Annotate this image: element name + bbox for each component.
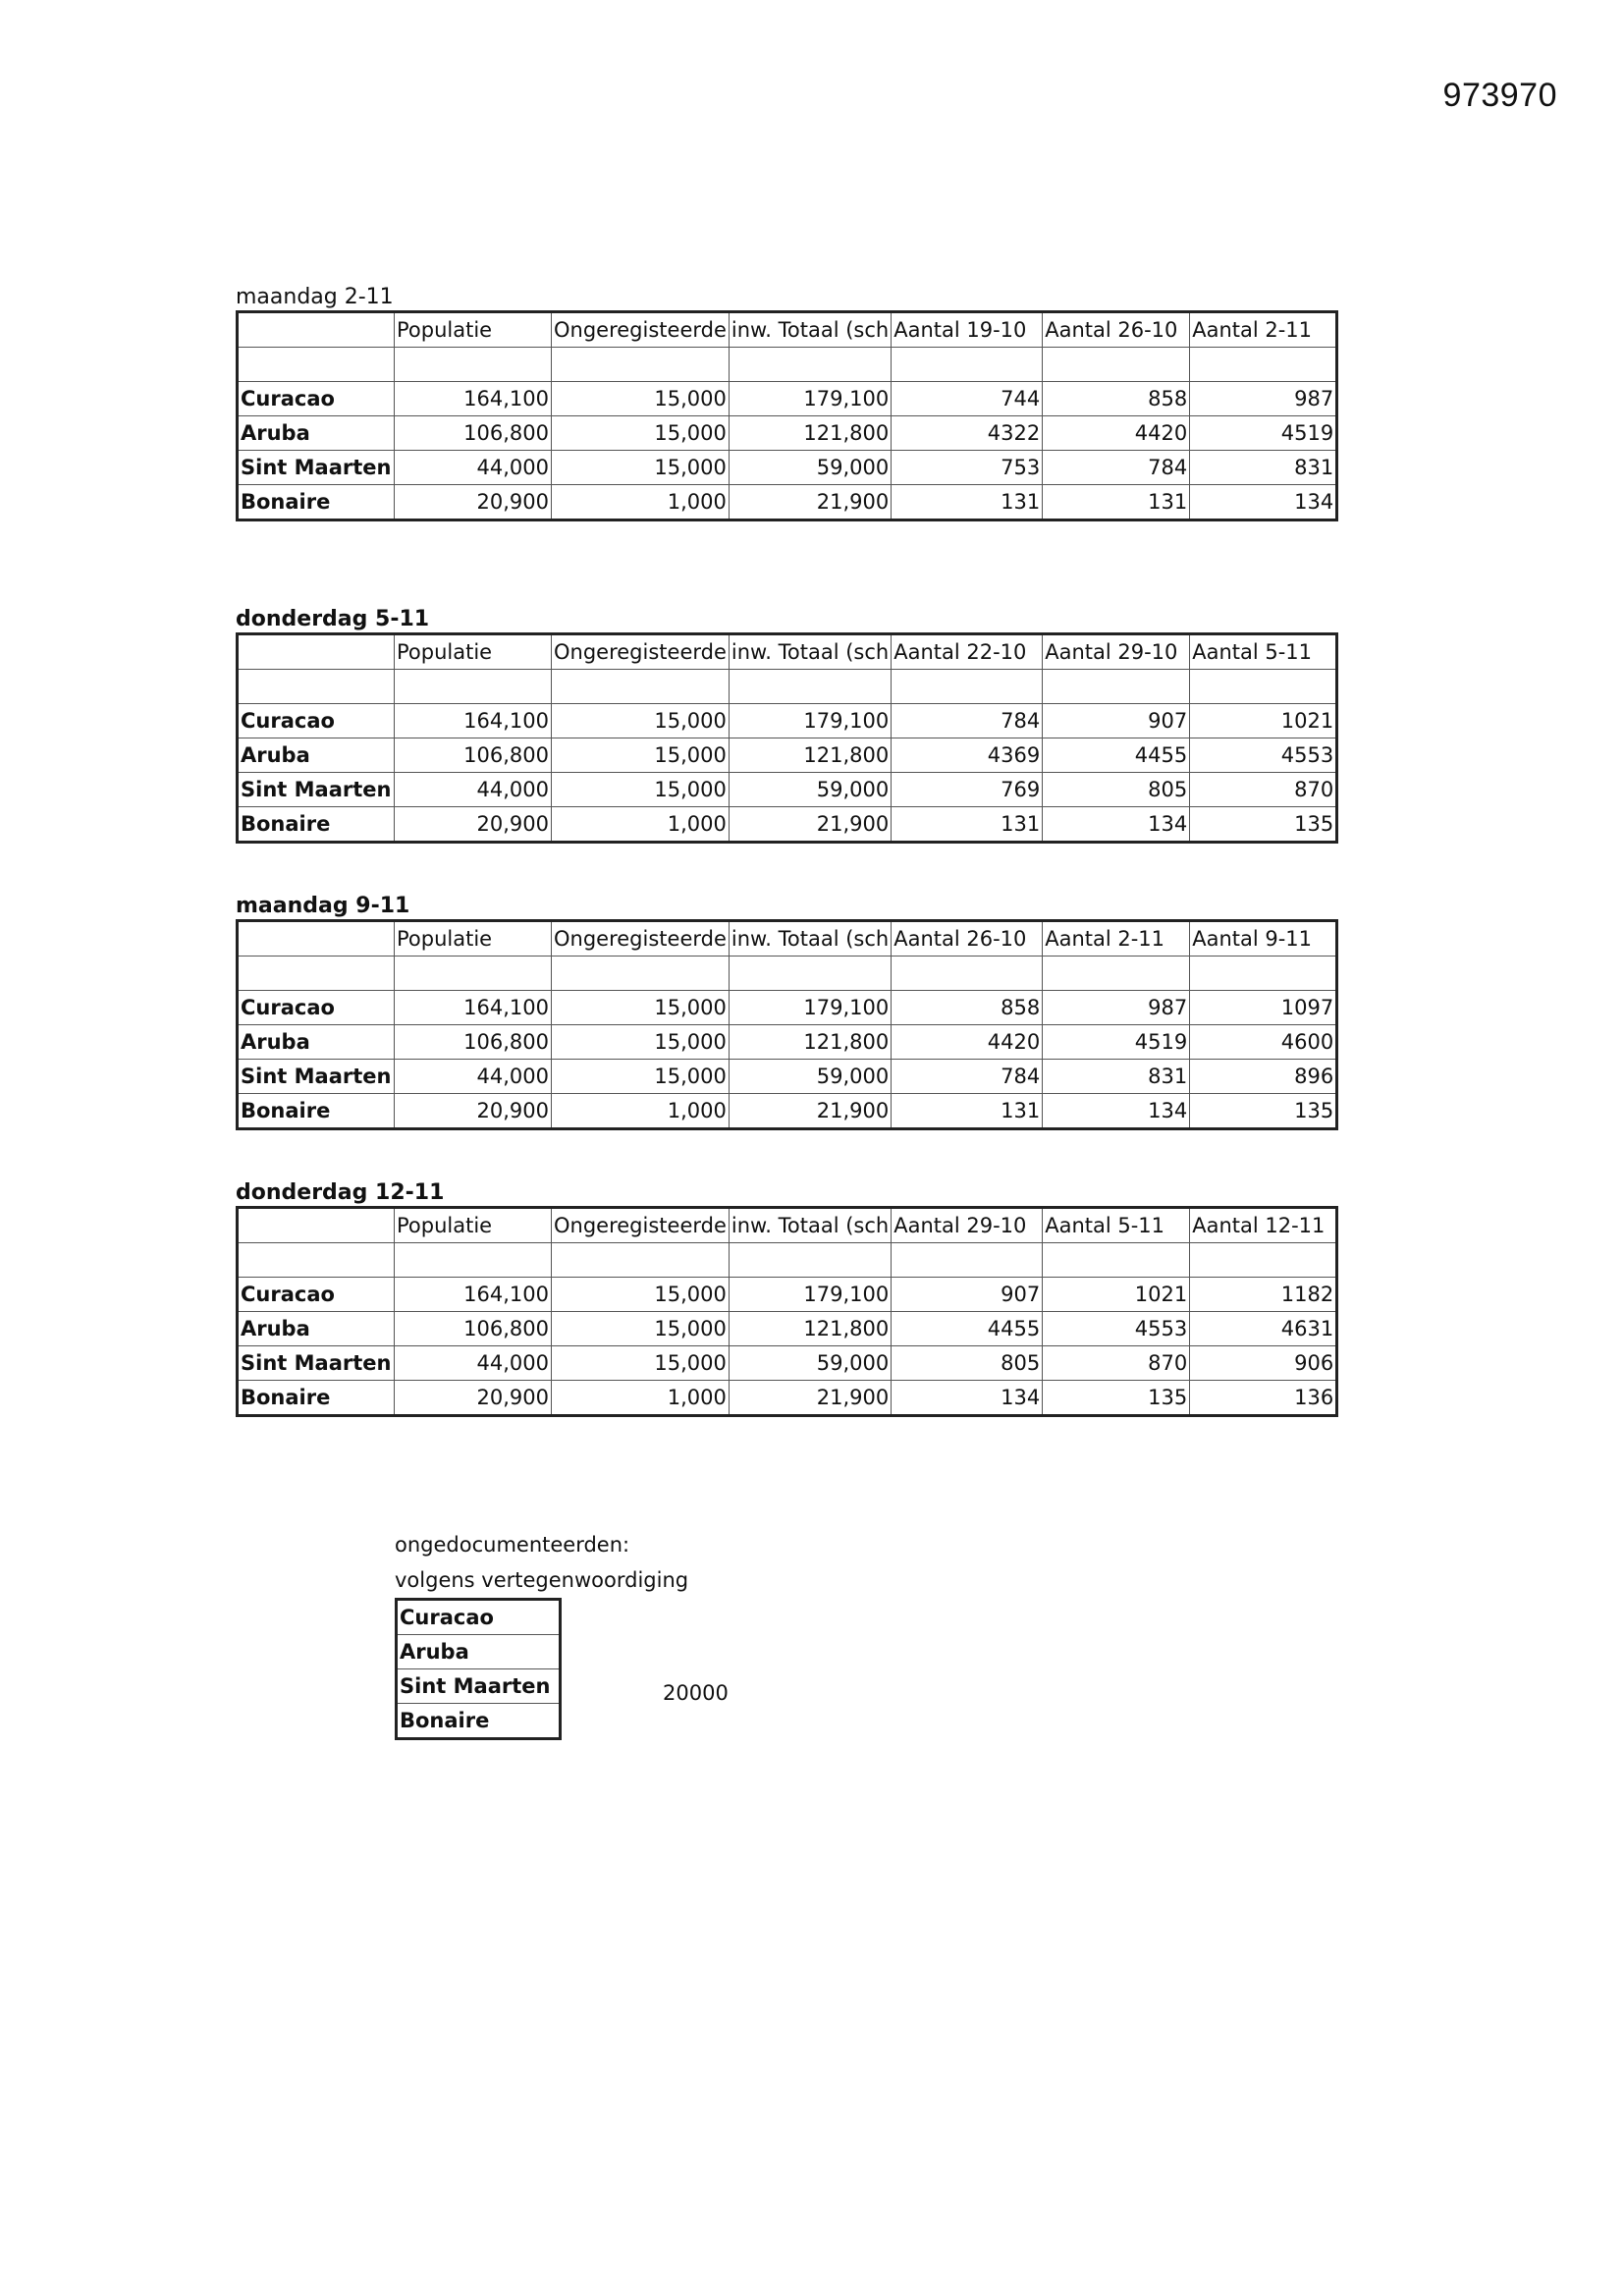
empty-cell	[729, 348, 891, 382]
table-row	[397, 1600, 561, 1635]
table-cell: 121,800	[729, 1312, 891, 1346]
table-cell: 870	[1190, 773, 1337, 807]
column-header: Aantal 9-11	[1190, 921, 1337, 957]
section-title: donderdag 5-11	[236, 607, 430, 631]
table-cell: 164,100	[395, 1278, 552, 1312]
table-cell: 831	[1190, 451, 1337, 485]
row-label: Bonaire	[238, 1381, 395, 1416]
empty-cell	[892, 670, 1043, 704]
table-cell: 784	[892, 704, 1043, 738]
empty-cell	[1190, 348, 1337, 382]
notes-subheading: volgens vertegenwoordiging	[395, 1568, 689, 1592]
column-header: Ongeregisteerde	[552, 312, 730, 348]
island-label: Bonaire	[397, 1704, 561, 1739]
row-label: Bonaire	[238, 485, 395, 520]
table-cell: 1097	[1190, 991, 1337, 1025]
data-table-section	[236, 285, 1338, 521]
header-row	[238, 634, 1337, 670]
table-cell: 135	[1043, 1381, 1190, 1416]
table-cell: 134	[892, 1381, 1043, 1416]
table-cell: 987	[1043, 991, 1190, 1025]
empty-cell	[1043, 670, 1190, 704]
empty-cell	[552, 348, 730, 382]
table-cell: 805	[1043, 773, 1190, 807]
empty-cell	[1043, 1243, 1190, 1278]
table-cell: 15,000	[552, 382, 730, 416]
table-cell: 59,000	[729, 451, 891, 485]
section-title: donderdag 12-11	[236, 1180, 445, 1205]
table-cell: 784	[1043, 451, 1190, 485]
row-label: Aruba	[238, 416, 395, 451]
sint-maarten-undocumented-value: 20000	[663, 1681, 729, 1705]
table-row	[238, 704, 1337, 738]
table-row	[238, 1278, 1337, 1312]
row-label: Curacao	[238, 1278, 395, 1312]
row-label: Sint Maarten	[238, 451, 395, 485]
column-header: Aantal 29-10	[1043, 634, 1190, 670]
table-cell: 21,900	[729, 807, 891, 843]
table-cell: 59,000	[729, 1346, 891, 1381]
section-title: maandag 2-11	[236, 285, 394, 309]
table-cell: 906	[1190, 1346, 1337, 1381]
spacer-row	[238, 348, 1337, 382]
table-cell: 15,000	[552, 704, 730, 738]
column-header: Aantal 19-10	[892, 312, 1043, 348]
table-cell: 769	[892, 773, 1043, 807]
table-cell: 106,800	[395, 416, 552, 451]
spacer-row	[238, 1243, 1337, 1278]
table-cell: 20,900	[395, 1094, 552, 1129]
table-cell: 135	[1190, 1094, 1337, 1129]
data-table-section	[236, 607, 1338, 844]
table-row	[397, 1669, 561, 1704]
column-header: Aantal 26-10	[892, 921, 1043, 957]
row-label: Bonaire	[238, 807, 395, 843]
column-header: Ongeregisteerde	[552, 1208, 730, 1243]
empty-cell	[1043, 348, 1190, 382]
row-label: Sint Maarten	[238, 773, 395, 807]
column-header: Aantal 29-10	[892, 1208, 1043, 1243]
row-label: Aruba	[238, 1025, 395, 1060]
data-table	[236, 919, 1338, 1130]
table-cell: 4455	[1043, 738, 1190, 773]
table-cell: 44,000	[395, 451, 552, 485]
column-header: Aantal 26-10	[1043, 312, 1190, 348]
table-cell: 106,800	[395, 1312, 552, 1346]
header-row	[238, 1208, 1337, 1243]
empty-cell	[1190, 957, 1337, 991]
column-header	[238, 312, 395, 348]
table-cell: 4553	[1043, 1312, 1190, 1346]
empty-cell	[238, 348, 395, 382]
table-cell: 131	[892, 1094, 1043, 1129]
table-cell: 858	[892, 991, 1043, 1025]
table-cell: 831	[1043, 1060, 1190, 1094]
table-cell: 907	[892, 1278, 1043, 1312]
table-cell: 44,000	[395, 1060, 552, 1094]
table-cell: 179,100	[729, 704, 891, 738]
table-cell: 121,800	[729, 738, 891, 773]
table-cell: 20,900	[395, 1381, 552, 1416]
table-cell: 131	[1043, 485, 1190, 520]
column-header: inw. Totaal (sch	[729, 312, 891, 348]
island-label: Aruba	[397, 1635, 561, 1669]
table-cell: 784	[892, 1060, 1043, 1094]
island-label: Curacao	[397, 1600, 561, 1635]
table-cell: 106,800	[395, 1025, 552, 1060]
table-cell: 15,000	[552, 451, 730, 485]
table-cell: 4420	[892, 1025, 1043, 1060]
table-cell: 4553	[1190, 738, 1337, 773]
table-row	[238, 773, 1337, 807]
column-header: Ongeregisteerde	[552, 634, 730, 670]
table-cell: 164,100	[395, 704, 552, 738]
table-cell: 4369	[892, 738, 1043, 773]
table-row	[397, 1704, 561, 1739]
table-cell: 131	[892, 807, 1043, 843]
table-cell: 15,000	[552, 1346, 730, 1381]
data-table-section	[236, 894, 1338, 1130]
table-cell: 15,000	[552, 1025, 730, 1060]
column-header	[238, 921, 395, 957]
column-header: inw. Totaal (sch	[729, 1208, 891, 1243]
empty-cell	[1043, 957, 1190, 991]
column-header	[238, 634, 395, 670]
table-row	[238, 382, 1337, 416]
table-cell: 131	[892, 485, 1043, 520]
table-cell: 896	[1190, 1060, 1337, 1094]
table-cell: 134	[1043, 1094, 1190, 1129]
table-cell: 15,000	[552, 738, 730, 773]
spacer-row	[238, 957, 1337, 991]
table-cell: 4455	[892, 1312, 1043, 1346]
column-header: Aantal 12-11	[1190, 1208, 1337, 1243]
table-cell: 744	[892, 382, 1043, 416]
table-row	[238, 485, 1337, 520]
table-cell: 164,100	[395, 991, 552, 1025]
row-label: Bonaire	[238, 1094, 395, 1129]
row-label: Sint Maarten	[238, 1060, 395, 1094]
table-cell: 907	[1043, 704, 1190, 738]
spacer-row	[238, 670, 1337, 704]
table-cell: 134	[1043, 807, 1190, 843]
table-cell: 59,000	[729, 773, 891, 807]
column-header: inw. Totaal (sch	[729, 921, 891, 957]
data-table	[236, 632, 1338, 844]
column-header: Ongeregisteerde	[552, 921, 730, 957]
empty-cell	[395, 1243, 552, 1278]
column-header: Populatie	[395, 1208, 552, 1243]
table-cell: 106,800	[395, 738, 552, 773]
column-header: Aantal 2-11	[1043, 921, 1190, 957]
table-cell: 15,000	[552, 1312, 730, 1346]
column-header: Populatie	[395, 312, 552, 348]
row-label: Curacao	[238, 382, 395, 416]
empty-cell	[238, 670, 395, 704]
row-label: Sint Maarten	[238, 1346, 395, 1381]
column-header: Aantal 2-11	[1190, 312, 1337, 348]
table-cell: 121,800	[729, 1025, 891, 1060]
column-header: Aantal 22-10	[892, 634, 1043, 670]
table-cell: 59,000	[729, 1060, 891, 1094]
undocumented-table	[395, 1598, 562, 1740]
table-row	[238, 416, 1337, 451]
empty-cell	[892, 957, 1043, 991]
table-cell: 987	[1190, 382, 1337, 416]
column-header: Aantal 5-11	[1190, 634, 1337, 670]
table-cell: 179,100	[729, 382, 891, 416]
empty-cell	[1190, 1243, 1337, 1278]
column-header: Populatie	[395, 634, 552, 670]
table-row	[238, 991, 1337, 1025]
header-row	[238, 921, 1337, 957]
table-cell: 121,800	[729, 416, 891, 451]
empty-cell	[552, 957, 730, 991]
empty-cell	[729, 957, 891, 991]
table-row	[238, 1381, 1337, 1416]
table-cell: 15,000	[552, 1060, 730, 1094]
island-label: Sint Maarten	[397, 1669, 561, 1704]
table-cell: 870	[1043, 1346, 1190, 1381]
empty-cell	[552, 1243, 730, 1278]
table-cell: 21,900	[729, 485, 891, 520]
table-row	[238, 807, 1337, 843]
empty-cell	[729, 1243, 891, 1278]
notes-heading: ongedocumenteerden:	[395, 1533, 630, 1557]
table-cell: 1,000	[552, 807, 730, 843]
table-row	[238, 1025, 1337, 1060]
table-cell: 1021	[1190, 704, 1337, 738]
table-cell: 15,000	[552, 1278, 730, 1312]
table-cell: 1,000	[552, 485, 730, 520]
table-cell: 15,000	[552, 416, 730, 451]
empty-cell	[892, 1243, 1043, 1278]
table-row	[238, 1094, 1337, 1129]
table-cell: 1021	[1043, 1278, 1190, 1312]
table-cell: 4519	[1043, 1025, 1190, 1060]
table-row	[238, 1312, 1337, 1346]
table-cell: 4600	[1190, 1025, 1337, 1060]
empty-cell	[729, 670, 891, 704]
empty-cell	[238, 1243, 395, 1278]
row-label: Aruba	[238, 1312, 395, 1346]
table-cell: 21,900	[729, 1381, 891, 1416]
column-header: Aantal 5-11	[1043, 1208, 1190, 1243]
column-header: inw. Totaal (sch	[729, 634, 891, 670]
table-cell: 1,000	[552, 1381, 730, 1416]
empty-cell	[395, 957, 552, 991]
table-cell: 805	[892, 1346, 1043, 1381]
table-cell: 15,000	[552, 773, 730, 807]
table-cell: 4519	[1190, 416, 1337, 451]
data-table	[236, 310, 1338, 521]
empty-cell	[892, 348, 1043, 382]
undocumented-notes	[395, 1527, 688, 1740]
empty-cell	[238, 957, 395, 991]
empty-cell	[395, 348, 552, 382]
table-row	[238, 451, 1337, 485]
document-id: 973970	[1442, 77, 1557, 114]
empty-cell	[552, 670, 730, 704]
table-cell: 134	[1190, 485, 1337, 520]
table-row	[397, 1635, 561, 1669]
column-header	[238, 1208, 395, 1243]
header-row	[238, 312, 1337, 348]
data-table	[236, 1206, 1338, 1417]
column-header: Populatie	[395, 921, 552, 957]
section-title: maandag 9-11	[236, 894, 410, 918]
table-cell: 4322	[892, 416, 1043, 451]
table-cell: 4631	[1190, 1312, 1337, 1346]
table-cell: 753	[892, 451, 1043, 485]
empty-cell	[1190, 670, 1337, 704]
table-cell: 1182	[1190, 1278, 1337, 1312]
table-cell: 4420	[1043, 416, 1190, 451]
table-cell: 179,100	[729, 991, 891, 1025]
table-cell: 136	[1190, 1381, 1337, 1416]
empty-cell	[395, 670, 552, 704]
table-cell: 164,100	[395, 382, 552, 416]
table-cell: 15,000	[552, 991, 730, 1025]
table-cell: 135	[1190, 807, 1337, 843]
table-cell: 20,900	[395, 485, 552, 520]
table-row	[238, 1346, 1337, 1381]
table-cell: 1,000	[552, 1094, 730, 1129]
row-label: Aruba	[238, 738, 395, 773]
table-cell: 20,900	[395, 807, 552, 843]
table-row	[238, 1060, 1337, 1094]
table-cell: 44,000	[395, 1346, 552, 1381]
table-cell: 179,100	[729, 1278, 891, 1312]
table-cell: 858	[1043, 382, 1190, 416]
row-label: Curacao	[238, 704, 395, 738]
table-cell: 44,000	[395, 773, 552, 807]
table-cell: 21,900	[729, 1094, 891, 1129]
row-label: Curacao	[238, 991, 395, 1025]
table-row	[238, 738, 1337, 773]
data-table-section	[236, 1180, 1338, 1417]
